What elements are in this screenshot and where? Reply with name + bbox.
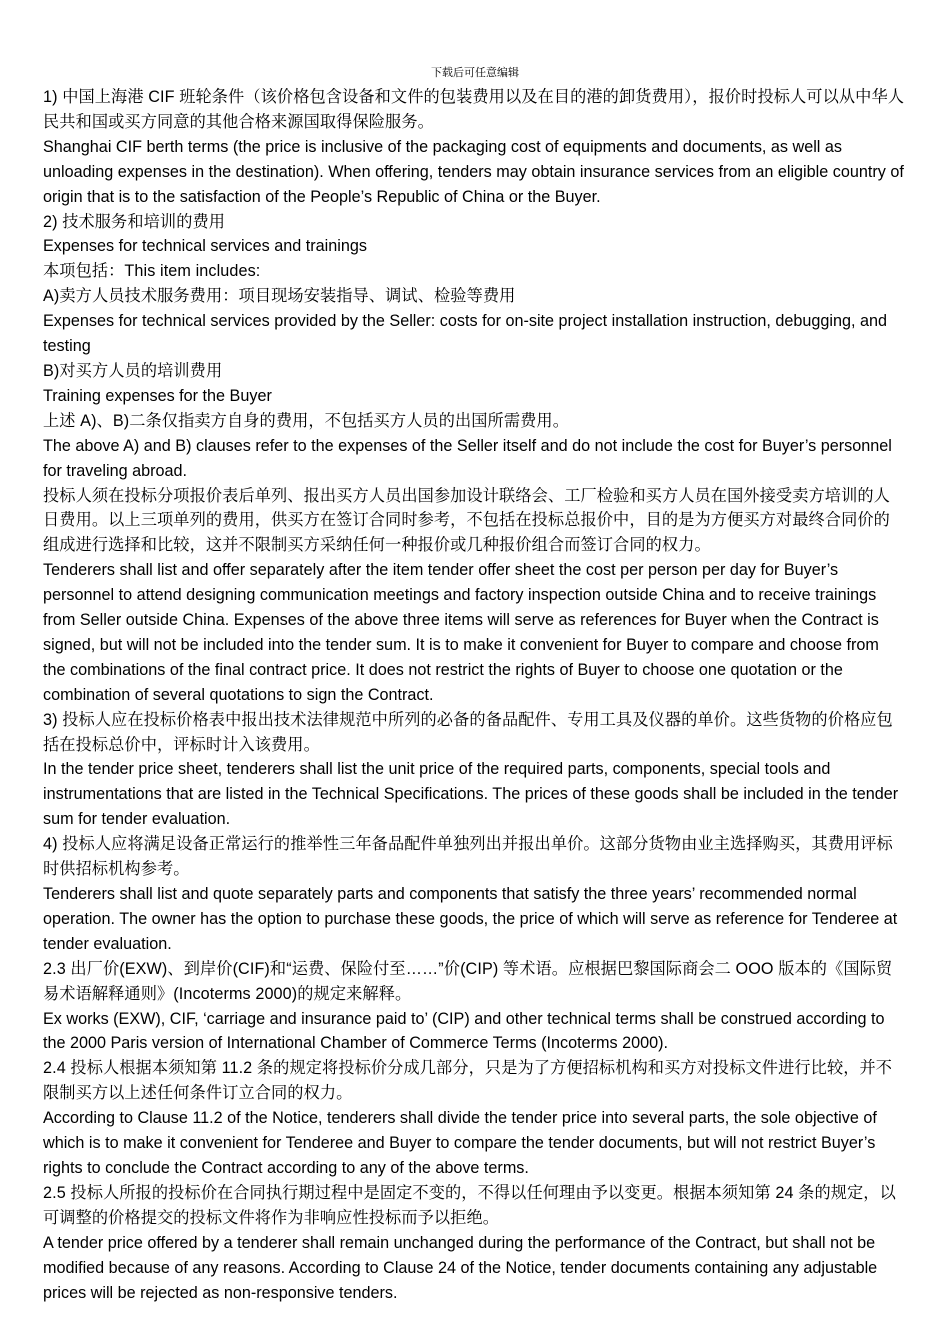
- paragraph: 本项包括：This item includes:: [43, 262, 261, 281]
- paragraph: Expenses for technical services provided by the Seller: costs for on-site project installation instruction, debugging, and testing: [43, 312, 888, 356]
- paragraph: 1) 中国上海港 CIF 班轮条件（该价格包含设备和文件的包装费用以及在目的港的卸货费用），报价时投标人可以从中华人民共和国或买方同意的其他合格来源国取得保险服务。: [43, 88, 905, 131]
- paragraph: A)卖方人员技术服务费用：项目现场安装指导、调试、检验等费用: [43, 287, 516, 306]
- paragraph: A tender price offered by a tenderer shall remain unchanged during the performance of the Contract, but shall not be modified because of any reasons. According to Clause 24 of the Notice, tender documents containing any adjustable prices will be rejected as non-responsive tenders.: [43, 1233, 878, 1302]
- paragraph: 投标人须在投标分项报价表后单列、报出买方人员出国参加设计联络会、工厂检验和买方人员在国外接受卖方培训的人日费用。以上三项单列的费用，供买方在签订合同时参考，不包括在投标总报价中，目的是为方便买方对最终合同价的组成进行选择和比较，这并不限制买方采纳任何一种报价或几种报价组合而签订合同的权力。: [43, 486, 890, 555]
- paragraph: In the tender price sheet, tenderers shall list the unit price of the required parts, components, special tools and instrumentations that are listed in the Technical Specifications. The prices of these goods shall be included in the tender sum for tender evaluation.: [43, 760, 899, 829]
- paragraph: 3) 投标人应在投标价格表中报出技术法律规范中所列的必备的备品配件、专用工具及仪器的单价。这些货物的价格应包括在投标总价中，评标时计入该费用。: [43, 710, 893, 754]
- paragraph: Training expenses for the Buyer: [43, 386, 272, 405]
- paragraph: Ex works (EXW), CIF, ‘carriage and insurance paid to’ (CIP) and other technical terms shall be construed according to the 2000 Paris version of International Chamber of Commerce Terms (Incoterms 2000).: [43, 1009, 885, 1053]
- page-header: 下载后可任意编辑: [431, 66, 519, 79]
- paragraph: 2) 技术服务和培训的费用: [43, 212, 226, 231]
- paragraph: 上述 A)、B)二条仅指卖方自身的费用，不包括买方人员的出国所需费用。: [43, 411, 569, 430]
- paragraph: 4) 投标人应将满足设备正常运行的推举性三年备品配件单独列出并报出单价。这部分货物由业主选择购买，其费用评标时供招标机构参考。: [43, 835, 893, 879]
- paragraph: 2.3 出厂价(EXW)、到岸价(CIF)和“运费、保险付至……”价(CIP) 等术语。应根据巴黎国际商会二 OOO 版本的《国际贸易术语解释通则》(Incoterms 2000)的规定来解释。: [43, 959, 893, 1003]
- paragraph: The above A) and B) clauses refer to the expenses of the Seller itself and do not include the cost for Buyer’s personnel for traveling abroad.: [43, 436, 892, 480]
- paragraph: Tenderers shall list and offer separately after the item tender offer sheet the cost per person per day for Buyer’s personnel to attend designing communication meetings and factory inspection outside China and to receive trainings from Seller outside China. Expenses of the above three items will serve as references for Buyer when the Contract is signed, but will not be included into the tender sum. It is to make it convenient for Buyer to compare and choose from the combinations of the final contract price. It does not restrict the rights of Buyer to choose one quotation or the combination of several quotations to sign the Contract.: [43, 561, 879, 704]
- paragraph: According to Clause 11.2 of the Notice, tenderers shall divide the tender price into several parts, the sole objective of which is to make it convenient for Tenderee and Buyer to compare the tender documents, but will not restrict Buyer’s rights to conclude the Contract according to any of the above terms.: [43, 1109, 877, 1177]
- document-body: [43, 85, 905, 1305]
- paragraph: Tenderers shall list and quote separately parts and components that satisfy the three years’ recommended normal operation. The owner has the option to purchase these goods, the price of which will serve as reference for Tenderee at tender evaluation.: [43, 885, 898, 953]
- paragraph: Shanghai CIF berth terms (the price is inclusive of the packaging cost of equipments and documents, as well as unloading expenses in the destination). When offering, tenders may obtain insurance services from an eligible country of origin that is to the satisfaction of the People’s Republic of China or the Buyer.: [43, 137, 904, 206]
- paragraph: 2.4 投标人根据本须知第 11.2 条的规定将投标价分成几部分，只是为了方便招标机构和买方对投标文件进行比较，并不限制买方以上述任何条件订立合同的权力。: [43, 1059, 893, 1103]
- paragraph: 2.5 投标人所报的投标价在合同执行期过程中是固定不变的，不得以任何理由予以变更。根据本须知第 24 条的规定，以可调整的价格提交的投标文件将作为非响应性投标而予以拒绝。: [43, 1183, 896, 1227]
- paragraph: B)对买方人员的培训费用: [43, 361, 223, 380]
- paragraph: Expenses for technical services and trainings: [43, 237, 367, 256]
